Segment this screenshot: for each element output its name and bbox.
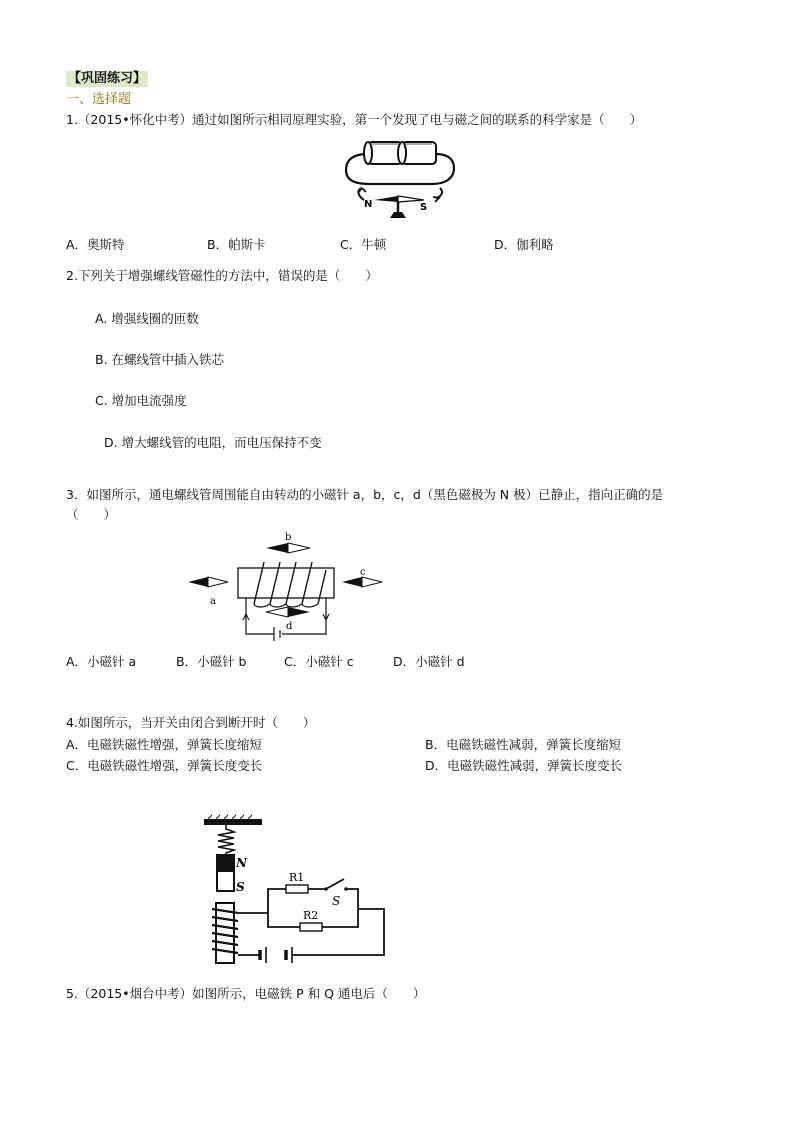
- q1-option-b: B．帕斯卡: [207, 237, 266, 252]
- q4-switch-label: S: [332, 894, 341, 908]
- q1-n-label: N: [364, 199, 373, 210]
- section-label: 【巩固练习】: [68, 71, 147, 86]
- q1-stem: 1.（2015•怀化中考）通过如图所示相同原理实验，第一个发现了电与磁之间的联系的科学家是（ ）: [66, 112, 643, 127]
- q2-option-b: B. 在螺线管中插入铁芯: [95, 352, 225, 367]
- q3-figure: [186, 530, 386, 645]
- q4-magnet-n-label: N: [236, 856, 247, 870]
- q3-option-c: C．小磁针 c: [284, 654, 354, 669]
- q1-option-c: C．牛顿: [340, 237, 387, 252]
- q4-option-c: C．电磁铁磁性增强，弹簧长度变长: [66, 758, 263, 773]
- q1-option-a: A．奥斯特: [66, 237, 125, 252]
- q3-label-a: a: [210, 596, 216, 607]
- q3-option-a: A．小磁针 a: [66, 654, 137, 669]
- q3-label-c: c: [360, 567, 366, 578]
- q4-stem: 4.如图所示，当开关由闭合到断开时（ ）: [66, 715, 316, 730]
- q1-option-d: D．伽利略: [494, 237, 554, 252]
- q3-stem-line2: （ ）: [66, 507, 117, 522]
- section-title: 一、选择题: [66, 92, 132, 107]
- q3-stem-line1: 3．如图所示，通电螺线管周围能自由转动的小磁针 a，b，c，d（黑色磁极为 N 极）已静止，指向正确的是: [66, 487, 664, 502]
- q4-magnet-s-label: S: [236, 880, 245, 894]
- q1-s-label: S: [420, 202, 428, 213]
- q2-option-a: A. 增强线圈的匝数: [95, 311, 199, 326]
- q4-option-a: A．电磁铁磁性增强，弹簧长度缩短: [66, 737, 263, 752]
- q2-option-d: D. 增大螺线管的电阻，而电压保持不变: [104, 435, 322, 450]
- q3-option-d: D．小磁针 d: [393, 654, 465, 669]
- q2-option-c: C. 增加电流强度: [95, 393, 187, 408]
- q4-figure: [200, 815, 395, 970]
- q4-r1-label: R1: [289, 871, 305, 884]
- q3-option-b: B．小磁针 b: [176, 654, 247, 669]
- q1-figure: [340, 132, 460, 222]
- q4-option-b: B．电磁铁磁性减弱，弹簧长度缩短: [425, 737, 622, 752]
- q4-option-d: D．电磁铁磁性减弱，弹簧长度变长: [425, 758, 623, 773]
- q4-r2-label: R2: [303, 909, 319, 922]
- q5-stem: 5.（2015•烟台中考）如图所示，电磁铁 P 和 Q 通电后（ ）: [66, 986, 426, 1001]
- q2-stem: 2.下列关于增强螺线管磁性的方法中，错误的是（ ）: [66, 268, 378, 283]
- q3-label-d: d: [286, 621, 293, 632]
- q3-label-b: b: [285, 532, 292, 543]
